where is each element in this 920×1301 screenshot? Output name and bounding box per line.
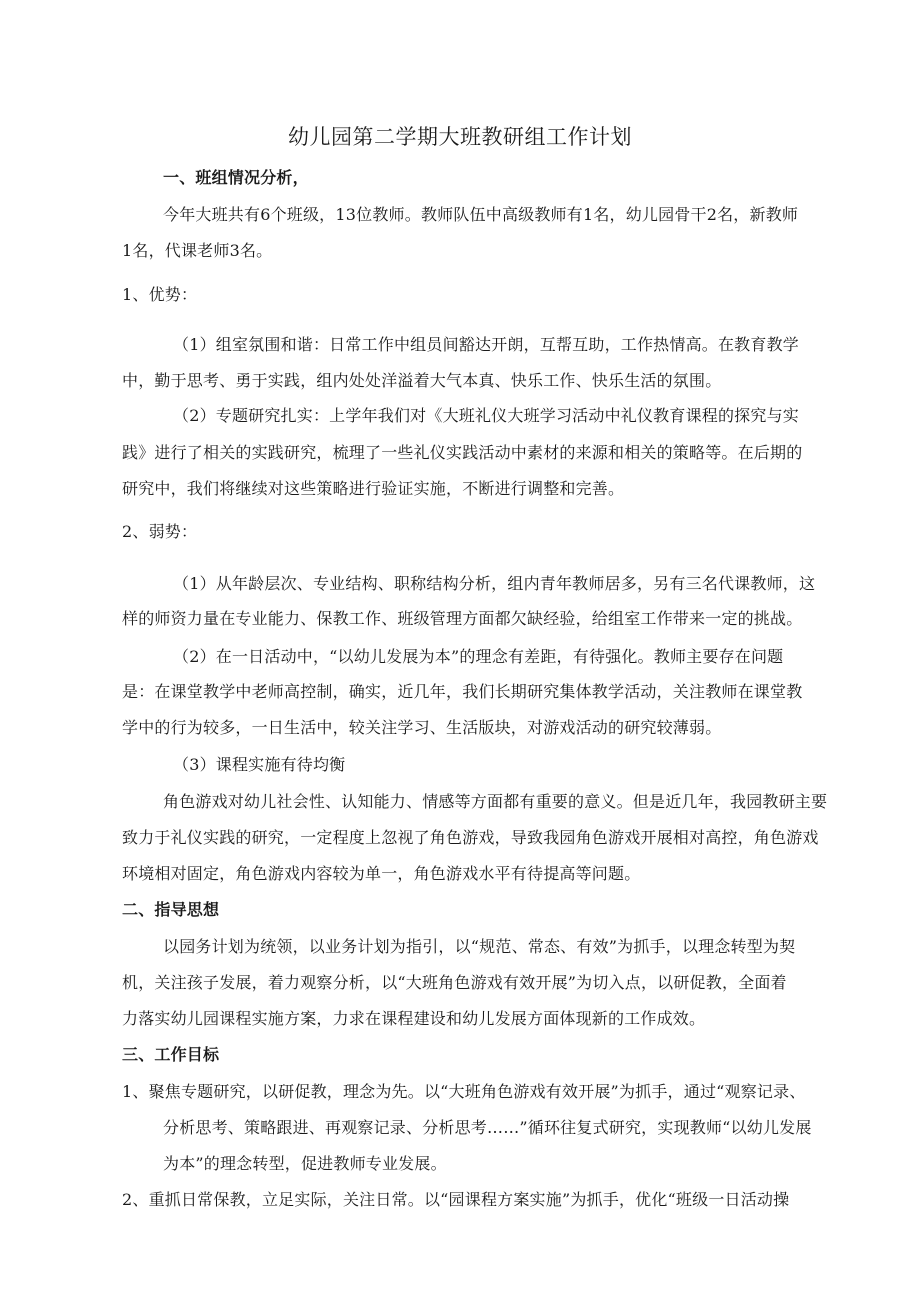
goal-item: 1、聚焦专题研究，以研促教，理念为先。以“大班角色游戏有效开展”为抓手，通过“观察记录、 xyxy=(122,1082,806,1101)
section-heading-analysis: 一、班组情况分析， xyxy=(163,168,309,187)
paragraph-line: 今年大班共有6个班级，13位教师。教师队伍中高级教师有1名，幼儿园骨干2名，新教师 xyxy=(163,205,799,224)
paragraph-line: 以园务计划为统领，以业务计划为指引，以“规范、常态、有效”为抓手，以理念转型为契 xyxy=(163,937,796,956)
goal-item: 2、重抓日常保教，立足实际，关注日常。以“园课程方案实施”为抓手，优化“班级一日活动操 xyxy=(122,1190,790,1209)
paragraph-line: （1）从年龄层次、专业结构、职称结构分析，组内青年教师居多，另有三名代课教师，这 xyxy=(173,574,816,593)
paragraph-line: （2）在一日活动中，“以幼儿发展为本”的理念有差距，有待强化。教师主要存在问题 xyxy=(173,647,784,666)
paragraph-line: 研究中，我们将继续对这些策略进行验证实施，不断进行调整和完善。 xyxy=(122,479,625,498)
paragraph-line: 角色游戏对幼儿社会性、认知能力、情感等方面都有重要的意义。但是近几年，我园教研主要 xyxy=(163,792,828,811)
section-heading-guiding-ideas: 二、指导思想 xyxy=(122,900,220,919)
subheading-strengths: 1、优势： xyxy=(122,285,198,304)
paragraph-line: 分析思考、策略跟进、再观察记录、分析思考……”循环往复式研究，实现教师“以幼儿发展 xyxy=(163,1118,812,1137)
paragraph-line: 学中的行为较多，一日生活中，较关注学习、生活版块，对游戏活动的研究较薄弱。 xyxy=(122,718,722,737)
paragraph-line: 样的师资力量在专业能力、保教工作、班级管理方面都欠缺经验，给组室工作带来一定的挑战。 xyxy=(122,609,803,628)
paragraph-line: 环境相对固定，角色游戏内容较为单一，角色游戏水平有待提高等问题。 xyxy=(122,864,641,883)
paragraph-line: 中，勤于思考、勇于实践，组内处处洋溢着大气本真、快乐工作、快乐生活的氛围。 xyxy=(122,371,722,390)
paragraph-line: 机，关注孩子发展，着力观察分析，以“大班角色游戏有效开展”为切入点，以研促教，全面着 xyxy=(122,973,787,992)
paragraph-line: 是：在课堂教学中老师高控制，确实，近几年，我们长期研究集体教学活动，关注教师在课堂教 xyxy=(122,682,803,701)
paragraph-line: （1）组室氛围和谐：日常工作中组员间豁达开朗，互帮互助，工作热情高。在教育教学 xyxy=(173,335,799,354)
section-heading-work-goals: 三、工作目标 xyxy=(122,1045,220,1064)
subheading-curriculum-balance: （3）课程实施有待均衡 xyxy=(173,755,346,774)
paragraph-line: 致力于礼仪实践的研究，一定程度上忽视了角色游戏，导致我园角色游戏开展相对高控，角色游戏 xyxy=(122,828,819,847)
paragraph-line: 为本”的理念转型，促进教师专业发展。 xyxy=(163,1154,447,1173)
subheading-weaknesses: 2、弱势： xyxy=(122,522,198,541)
paragraph-line: 1名，代课老师3名。 xyxy=(122,241,273,260)
paragraph-line: 力落实幼儿园课程实施方案，力求在课程建设和幼儿发展方面体现新的工作成效。 xyxy=(122,1009,706,1028)
paragraph-line: 践》进行了相关的实践研究，梳理了一些礼仪实践活动中素材的来源和相关的策略等。在后期的 xyxy=(122,443,803,462)
page-title: 幼儿园第二学期大班教研组工作计划 xyxy=(288,125,632,149)
paragraph-line: （2）专题研究扎实：上学年我们对《大班礼仪大班学习活动中礼仪教育课程的探究与实 xyxy=(173,406,799,425)
